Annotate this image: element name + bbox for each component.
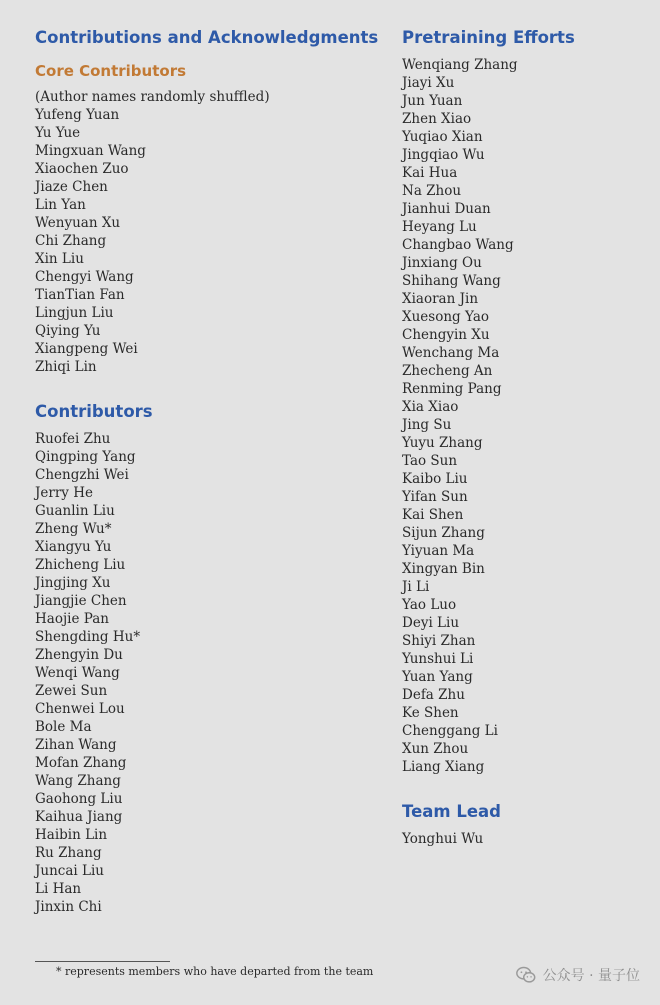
author-name: Bole Ma <box>35 719 92 735</box>
author-name: Changbao Wang <box>402 237 514 253</box>
author-name: Wenyuan Xu <box>35 215 121 231</box>
author-name: Chengyin Xu <box>402 327 490 343</box>
author-name: Defa Zhu <box>402 687 465 703</box>
author-name: Zihan Wang <box>35 737 117 753</box>
author-name: Jun Yuan <box>402 93 463 109</box>
author-name: Renming Pang <box>402 381 502 397</box>
author-name: Jingjing Xu <box>35 575 111 591</box>
author-name: Jing Su <box>402 417 452 433</box>
author-name: Xin Liu <box>35 251 84 267</box>
author-name: Yifan Sun <box>402 489 468 505</box>
heading-pretraining-efforts: Pretraining Efforts <box>402 28 575 47</box>
watermark-text: 公众号 · 量子位 <box>542 968 640 984</box>
author-name: Chengyi Wang <box>35 269 134 285</box>
author-name: Xiaoran Jin <box>402 291 479 307</box>
author-name: Lin Yan <box>35 197 86 213</box>
author-name: Na Zhou <box>402 183 462 199</box>
author-name: Yuan Yang <box>402 669 473 685</box>
section-title-contributions: Contributions and Acknowledgments <box>35 28 379 47</box>
author-name: Haojie Pan <box>35 611 109 627</box>
author-name: Jiangjie Chen <box>35 593 127 609</box>
author-name: Xiangpeng Wei <box>35 341 138 357</box>
author-name: Lingjun Liu <box>35 305 114 321</box>
author-name: Zhengyin Du <box>35 647 123 663</box>
author-name: Yu Yue <box>35 125 81 141</box>
author-name: Sijun Zhang <box>402 525 485 541</box>
author-name: Ke Shen <box>402 705 459 721</box>
author-name: Shengding Hu* <box>35 629 141 645</box>
author-name: Wenchang Ma <box>402 345 500 361</box>
author-name: Jingqiao Wu <box>402 147 485 163</box>
author-name: Yao Luo <box>402 597 457 613</box>
author-name: Mofan Zhang <box>35 755 127 771</box>
author-name: Xingyan Bin <box>402 561 485 577</box>
author-name: Ru Zhang <box>35 845 102 861</box>
author-name: Jiayi Xu <box>402 75 455 91</box>
author-name: Jianhui Duan <box>402 201 491 217</box>
author-name: Yonghui Wu <box>402 831 484 847</box>
author-name: Liang Xiang <box>402 759 485 775</box>
wechat-icon <box>515 964 537 986</box>
author-name: Xia Xiao <box>402 399 459 415</box>
author-name: Xiangyu Yu <box>35 539 112 555</box>
author-name: Kaibo Liu <box>402 471 468 487</box>
author-name: Zhecheng An <box>402 363 493 379</box>
author-name: Yuqiao Xian <box>402 129 483 145</box>
author-name: Tao Sun <box>402 453 458 469</box>
author-name: Zhen Xiao <box>402 111 472 127</box>
author-name: Jinxin Chi <box>35 899 102 915</box>
author-name: Deyi Liu <box>402 615 460 631</box>
watermark <box>515 964 640 986</box>
author-name: Chengzhi Wei <box>35 467 129 483</box>
heading-contributors: Contributors <box>35 402 153 421</box>
author-name: Juncai Liu <box>35 863 104 879</box>
author-name: Jerry He <box>35 485 93 501</box>
author-name: Gaohong Liu <box>35 791 123 807</box>
contributors-list <box>35 430 385 916</box>
right-column <box>402 26 642 848</box>
author-name: Qiying Yu <box>35 323 101 339</box>
author-name: Guanlin Liu <box>35 503 115 519</box>
author-name: Wenqi Wang <box>35 665 120 681</box>
author-name: Haibin Lin <box>35 827 108 843</box>
author-name: Wang Zhang <box>35 773 121 789</box>
author-name: Wenqiang Zhang <box>402 57 518 73</box>
footnote: * represents members who have departed from the team <box>56 965 374 978</box>
author-name: Heyang Lu <box>402 219 477 235</box>
author-name: Shiyi Zhan <box>402 633 476 649</box>
heading-core-contributors: Core Contributors <box>35 62 187 80</box>
author-name: Xuesong Yao <box>402 309 490 325</box>
author-name: Chenggang Li <box>402 723 498 739</box>
left-column <box>35 26 385 916</box>
author-name: Mingxuan Wang <box>35 143 146 159</box>
author-name: Xiaochen Zuo <box>35 161 129 177</box>
pretraining-list <box>402 56 642 776</box>
footnote-rule <box>35 961 170 962</box>
author-name: Ji Li <box>402 579 430 595</box>
author-name: Zheng Wu* <box>35 521 112 537</box>
author-name: Shihang Wang <box>402 273 501 289</box>
author-name: Kaihua Jiang <box>35 809 123 825</box>
author-name: Ruofei Zhu <box>35 431 111 447</box>
author-name: Jiaze Chen <box>35 179 108 195</box>
author-name: Jinxiang Ou <box>402 255 482 271</box>
core-contributors-list <box>35 106 385 376</box>
author-name: Qingping Yang <box>35 449 136 465</box>
author-name: Yunshui Li <box>402 651 474 667</box>
author-name: Yuyu Zhang <box>402 435 483 451</box>
author-name: Kai Hua <box>402 165 458 181</box>
author-name: Kai Shen <box>402 507 464 523</box>
author-name: Yufeng Yuan <box>35 107 120 123</box>
core-contributors-note: (Author names randomly shuffled) <box>35 89 270 105</box>
author-name: Yiyuan Ma <box>402 543 475 559</box>
author-name: Xun Zhou <box>402 741 469 757</box>
author-name: Li Han <box>35 881 82 897</box>
author-name: TianTian Fan <box>35 287 125 303</box>
heading-team-lead: Team Lead <box>402 802 501 821</box>
author-name: Zewei Sun <box>35 683 108 699</box>
author-name: Chenwei Lou <box>35 701 125 717</box>
author-name: Zhiqi Lin <box>35 359 97 375</box>
team-lead-list <box>402 830 642 848</box>
author-name: Zhicheng Liu <box>35 557 126 573</box>
author-name: Chi Zhang <box>35 233 107 249</box>
